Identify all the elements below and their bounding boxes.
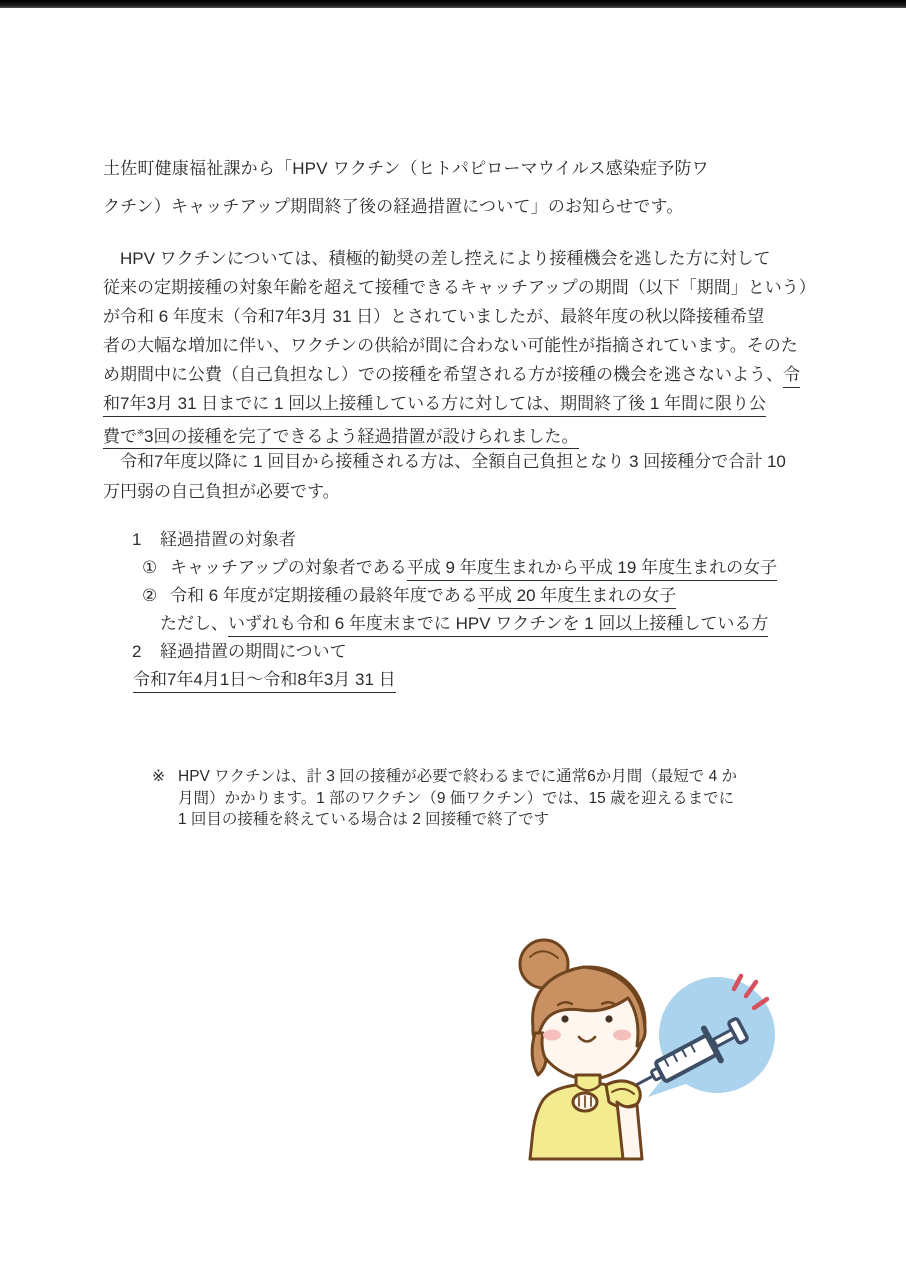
- girl-rolled-up-sleeve-with-syringe-speech-bubble-icon: [488, 933, 802, 1167]
- list-row: [103, 666, 777, 694]
- list-marker: 2: [132, 642, 142, 661]
- list-marker: ②: [142, 586, 158, 605]
- text-line: 令和7年度以降に 1 回目から接種される方は、全額自己負担となり 3 回接種分で合計 10: [103, 452, 786, 471]
- text-line: HPV ワクチンについては、積極的勧奨の差し控えにより接種機会を逃した方に対して: [103, 249, 771, 268]
- text-line: 和7年3月 31 日までに 1 回以上接種している方に対しては、期間終了後 1 年間に限り公: [103, 389, 816, 418]
- blush: [613, 1030, 631, 1041]
- notice-title: [103, 150, 709, 226]
- list-row: [103, 610, 777, 638]
- text-line: 万円弱の自己負担が必要です。: [103, 482, 340, 501]
- girl-illustration: [520, 940, 645, 1159]
- text-line: 1 回目の接種を終えている場合は 2 回接種で終了です: [178, 811, 550, 828]
- list-marker: 1: [132, 530, 142, 549]
- eye: [605, 1015, 612, 1022]
- footnote: [152, 766, 737, 831]
- footnote-lines: [178, 766, 737, 831]
- text-line: 経過措置の対象者: [160, 530, 296, 549]
- text-line: が令和 6 年度末（令和7年3月 31 日）とされていましたが、最終年度の秋以降接種希望: [103, 307, 765, 326]
- blush: [543, 1030, 561, 1041]
- list-row: [103, 638, 777, 666]
- text-line: クチン）キャッチアップ期間終了後の経過措置について」のお知らせです。: [103, 197, 684, 216]
- text-line: HPV ワクチンは、計 3 回の接種が必要で終わるまでに通常6か月間（最短で 4 か: [178, 768, 737, 785]
- text-line: 経過措置の期間について: [160, 642, 347, 661]
- rolled-sleeve: [606, 1081, 640, 1107]
- list-row: [103, 582, 777, 610]
- text-line: 令和 6 年度が定期接種の最終年度である平成 20 年度生まれの女子: [170, 582, 676, 610]
- list-row: [103, 554, 777, 582]
- eye: [561, 1015, 568, 1022]
- text-line: キャッチアップの対象者である平成 9 年度生まれから平成 19 年度生まれの女子: [170, 554, 777, 582]
- text-line: 従来の定期接種の対象年齢を超えて接種できるキャッチアップの期間（以下「期間」という）: [103, 278, 816, 297]
- text-line: 令和7年4月1日～令和8年3月 31 日: [133, 666, 396, 694]
- text-line: 月間）かかります。1 部のワクチン（9 価ワクチン）では、15 歳を迎えるまでに: [178, 789, 735, 807]
- measures-list: [103, 526, 777, 694]
- list-row: [103, 526, 777, 554]
- text-line: 費で※3回の接種を完了できるよう経過措置が設けられました。: [103, 418, 816, 451]
- text-line: 土佐町健康福祉課から「HPV ワクチン（ヒトパピローマウイルス感染症予防ワ: [103, 159, 709, 178]
- scan-artifact-top-bar: [0, 0, 906, 8]
- body-paragraph-self-pay: [103, 447, 786, 507]
- text-line: め期間中に公費（自己負担なし）での接種を希望される方が接種の機会を逃さないよう、令: [103, 360, 816, 389]
- text-line: ただし、いずれも令和 6 年度末までに HPV ワクチンを 1 回以上接種している方: [160, 610, 768, 638]
- footnote-marker: ※: [152, 768, 165, 785]
- list-marker: ①: [142, 558, 158, 577]
- body-paragraph-overview: [103, 244, 816, 451]
- text-line: 者の大幅な増加に伴い、ワクチンの供給が間に合わない可能性が指摘されています。そのた: [103, 336, 798, 355]
- bare-arm: [617, 1102, 642, 1159]
